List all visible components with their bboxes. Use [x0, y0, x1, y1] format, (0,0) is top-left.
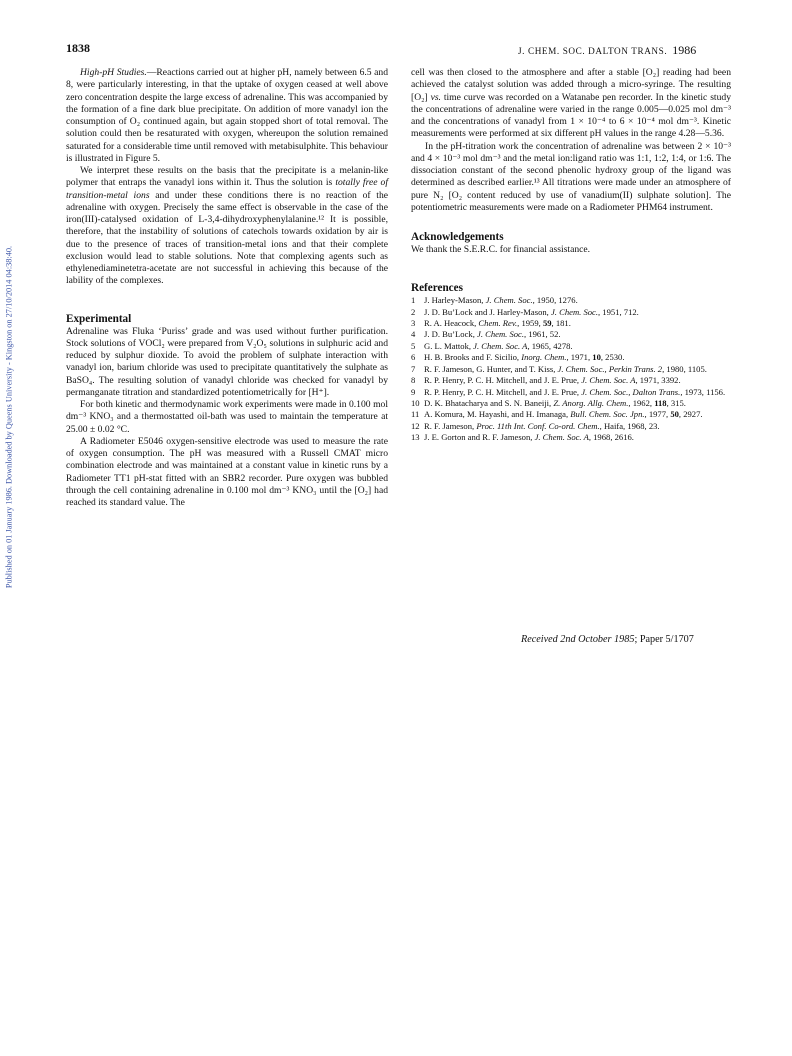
reference-item [411, 341, 731, 352]
reference-number: 1 [411, 295, 416, 306]
reference-item [411, 307, 731, 318]
reference-item [411, 432, 731, 443]
reference-text: G. L. Mattok, [424, 340, 474, 351]
reference-text: , 1971, [566, 352, 593, 363]
reference-journal: Z. Anorg. Allg. Chem. [553, 397, 629, 408]
reference-number: 2 [411, 306, 416, 317]
reference-item [411, 387, 731, 398]
reference-text: R. P. Henry, P. C. H. Mitchell, and J. E. Prue, [424, 386, 582, 397]
kinetic-text-a: cell was then closed to the atmosphere and after a stable [O₂] reading had been achieved the catalyst solution was added through a micro-syringe. The resulting [O₂] [411, 67, 731, 103]
reference-text: D. K. Bhatacharya and S. N. Baneiji, [424, 397, 554, 408]
kinetic-text-b: time curve was recorded on a Watanabe pen recorder. In the kinetic study the concentrations of adrenaline were varied in the range 0.005—0.025 mol dm⁻³ and the concentrations of vanadyl from 1 × 10⁻⁴ to 6 × 10⁻⁴ mol dm⁻³. Kinetic measurements were performed at six different pH values in the range 4.28—5.36. [411, 91, 731, 140]
reference-item [411, 329, 731, 340]
experimental-heading: Experimental [66, 312, 132, 325]
run-in-dash: — [146, 67, 157, 78]
reference-number: 6 [411, 352, 416, 363]
versus-abbrev: vs. [430, 91, 441, 103]
reference-text: , 1965, 4278. [527, 340, 573, 351]
reference-journal: J. Chem. Soc. A [534, 432, 589, 443]
experimental-paragraph-electrode: A Radiometer E5046 oxygen-sensitive electrode was used to measure the rate of oxygen consumption. The pH was measured with a Russell CMAT micro combination electrode and was maintained at a constant value in kinetic runs by a Radiometer TT1 pH-stat fitted with an SBR2 recorder. Pure oxygen was bubbled through the cell containing adrenaline in 0.100 mol dm⁻³ KNO₃ until the [O₂] had reached its standard value. The [66, 435, 388, 508]
reference-item [411, 295, 731, 306]
reference-text: J. D. Bu’Lock and J. Harley-Mason, [424, 306, 551, 317]
paper-number: ; Paper 5/1707 [634, 634, 694, 645]
download-notice: Published on 01 January 1986. Downloaded by Queens University - Kingston on 27/10/2014 04:38:40. [4, 245, 14, 589]
high-ph-text: Reactions carried out at higher pH, namely between 6.5 and 8, were particularly interesting, in that the uptake of oxygen ceased at well above zero concentration despite the large excess of adrenaline. This was accompanied by the formation of a fine dark blue precipitate. On addition of more vanadyl ion the consumption of O₂ continued again, but again stopped short of total removal. The solution could then be resaturated with oxygen, whereupon the solution remained saturated for a considerable time until removed with metabisulphite. This behaviour is illustrated in Figure 5. [66, 67, 388, 164]
reference-number: 4 [411, 329, 416, 340]
references-heading: References [411, 282, 463, 295]
reference-volume: 50 [670, 409, 679, 420]
reference-journal: Chem. Rev. [478, 318, 518, 329]
reference-journal: J. Chem. Soc. A [581, 375, 636, 386]
received-date: Received 2nd October 1985 [521, 634, 635, 645]
reference-number: 10 [411, 397, 420, 408]
high-ph-paragraph [66, 67, 388, 165]
reference-text: J. D. Bu’Lock, [424, 329, 477, 340]
reference-number: 9 [411, 386, 416, 397]
acknowledgements-text: We thank the S.E.R.C. for financial assistance. [411, 244, 591, 255]
journal-year: 1986 [672, 43, 697, 57]
references-list [411, 295, 731, 443]
reference-text: , 1971, 3392. [635, 375, 681, 386]
reference-volume: 118 [654, 397, 667, 408]
reference-text: , 1959, [517, 318, 543, 329]
received-line [521, 634, 694, 645]
reference-number: 8 [411, 375, 416, 386]
reference-item [411, 409, 731, 420]
reference-text: , 1951, 712. [598, 306, 639, 317]
experimental-paragraph-materials: Adrenaline was Fluka ‘Puriss’ grade and was used without further purification. Stock solutions of VOCl₂ were prepared from V₂O₅ solutions in sulphuric acid and reduced by sulphur dioxide. To avoid the problem of sulphate interaction with vanadyl ion, barium chloride was used to precipitate quantitatively the sulphate as BaSO₄. The resulting solution of vanadyl chloride was checked for vanadyl by permanganate titration and standardized potentiometrically for [H⁺]. [66, 325, 388, 398]
reference-text: , Haifa, 1968, 23. [599, 420, 660, 431]
reference-text: , 2530. [600, 352, 625, 363]
reference-number: 12 [411, 420, 420, 431]
reference-item [411, 318, 731, 329]
reference-text: , 1968, 2616. [588, 432, 634, 443]
reference-journal: J. Chem. Soc. [485, 295, 533, 306]
reference-number: 11 [411, 409, 420, 420]
interpretation-emphasis: totally free of transition-metal ions [66, 177, 388, 201]
reference-text: , 1961, 52. [524, 329, 561, 340]
reference-journal: Inorg. Chem. [521, 352, 567, 363]
reference-text: R. F. Jameson, [424, 420, 477, 431]
reference-item [411, 398, 731, 409]
reference-item [411, 352, 731, 363]
reference-journal: Bull. Chem. Soc. Jpn. [570, 409, 645, 420]
reference-text: , 1950, 1276. [532, 295, 578, 306]
kinetic-continuation-paragraph [411, 67, 731, 141]
reference-number: 5 [411, 340, 416, 351]
reference-number: 3 [411, 318, 416, 329]
interpretation-text-b: and under these conditions there is no reaction of the adrenaline with oxygen. Precisely the same effect is observable in the case of the iron(III)-catalysed oxidation of L-3,4-dihydroxyphenylalanine.¹² It is possible, therefore, that the instability of solutions of catechols towards oxidation by air is due to the presence of traces of transition-metal ions and that their complete exclusion would lead to stable solutions. Note that complexing agents such as ethylenediaminetetra-acetate are not successful in achieving this because of the lability of the complexes. [66, 189, 389, 287]
high-ph-run-in-title: High-pH Studies. [80, 67, 147, 78]
publication-sidebar-note [3, 192, 15, 642]
reference-text: , 1973, 1156. [680, 386, 726, 397]
running-header [518, 43, 696, 58]
page-number: 1838 [66, 41, 90, 55]
interpretation-text-a: We interpret these results on the basis that the precipitate is a melanin-like polymer that entraps the vanadyl ions within it. Thus the solution is [66, 165, 388, 189]
reference-journal: Proc. 11th Int. Conf. Co-ord. Chem. [476, 420, 600, 431]
reference-text: R. A. Heacock, [424, 318, 479, 329]
reference-journal: J. Chem. Soc., Dalton Trans. [581, 386, 681, 397]
reference-volume: 10 [592, 352, 601, 363]
reference-text: , 1977, [644, 409, 671, 420]
reference-text: J. Harley-Mason, [424, 295, 486, 306]
left-column [66, 67, 388, 509]
reference-item [411, 364, 731, 375]
reference-text: A. Komura, M. Hayashi, and H. Imanaga, [424, 409, 571, 420]
reference-journal: J. Chem. Soc. A [473, 340, 528, 351]
reference-text: , 181. [551, 318, 571, 329]
reference-volume: 59 [542, 318, 552, 329]
reference-text: , 1980, 1105. [662, 363, 707, 374]
titration-paragraph: In the pH-titration work the concentration of adrenaline was between 2 × 10⁻³ and 4 × 10⁻³ mol dm⁻³ and the metal ion:ligand ratio was 1:1, 1:2, 1:4, or 1:6. The dissociation constant of the second phenolic hydroxy group of the ligand was determined as described earlier.¹³ All titrations were made under an atmosphere of pure N₂ [O₂ content reduced by use of vanadium(II) sulphate solution]. The potentiometric measurements were made on a Radiometer PHM64 instrument. [411, 140, 731, 213]
reference-text: , 2927. [678, 409, 703, 420]
reference-text: R. P. Henry, P. C. H. Mitchell, and J. E. Prue, [424, 375, 582, 386]
journal-name: J. CHEM. SOC. DALTON TRANS. [518, 46, 668, 56]
interpretation-paragraph [66, 165, 388, 288]
reference-text: R. F. Jameson, G. Hunter, and T. Kiss, [424, 363, 558, 374]
reference-text: J. E. Gorton and R. F. Jameson, [424, 432, 535, 443]
reference-journal: J. Chem. Soc., Perkin Trans. 2 [557, 363, 663, 374]
reference-text: H. B. Brooks and F. Sicilio, [424, 352, 522, 363]
acknowledgements-heading: Acknowledgements [411, 231, 504, 243]
right-column [411, 67, 731, 444]
reference-item [411, 421, 731, 432]
reference-text: , 315. [666, 397, 686, 408]
reference-journal: J. Chem. Soc. [477, 329, 525, 340]
reference-journal: J. Chem. Soc. [550, 306, 598, 317]
reference-number: 7 [411, 363, 416, 374]
reference-number: 13 [411, 432, 420, 443]
reference-text: , 1962, [628, 397, 655, 408]
experimental-paragraph-conditions: For both kinetic and thermodynamic work experiments were made in 0.100 mol dm⁻³ KNO₃ and a thermostatted oil-bath was used to maintain the temperature at 25.00 ± 0.02 °C. [66, 399, 388, 435]
reference-item [411, 375, 731, 386]
